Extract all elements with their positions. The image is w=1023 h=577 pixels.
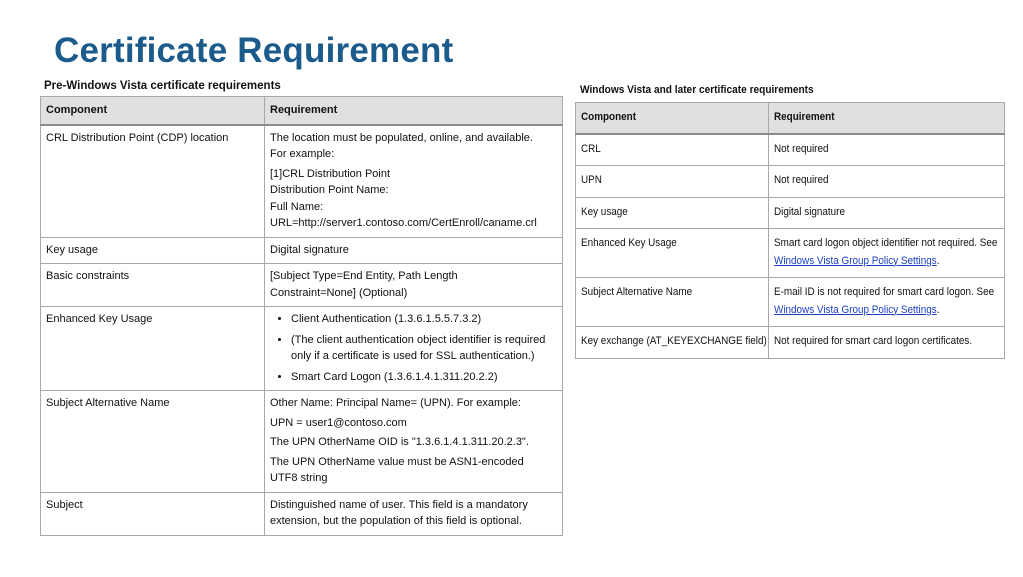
requirement-line: UPN = user1@contoso.com — [270, 416, 407, 429]
pre-vista-requirements-table — [40, 96, 563, 536]
requirement-cell: Digital signature — [769, 197, 1005, 229]
component-cell: Key exchange (AT_KEYEXCHANGE field) — [576, 327, 769, 359]
table-row — [41, 264, 563, 307]
requirement-line: The UPN OtherName value must be ASN1-encoded — [270, 455, 524, 468]
requirement-cell — [265, 391, 563, 493]
left-table-caption: Pre-Windows Vista certificate requirements — [44, 80, 281, 92]
page-title: Certificate Requirement — [54, 31, 454, 70]
table-header-row — [576, 103, 1005, 134]
requirement-line: Distribution Point Name: — [270, 184, 389, 196]
component-cell: Key usage — [576, 197, 769, 229]
table-row — [41, 391, 563, 493]
column-header-requirement: Requirement — [769, 103, 1005, 134]
requirement-line: For example: — [270, 148, 335, 160]
requirement-line: Distinguished name of user. This field is a mandatory — [270, 498, 528, 511]
component-cell: UPN — [576, 166, 769, 198]
component-cell: Basic constraints — [41, 264, 265, 307]
component-cell: Key usage — [41, 237, 265, 264]
requirement-cell — [265, 264, 563, 307]
component-cell: CRL Distribution Point (CDP) location — [41, 125, 265, 238]
component-cell: Subject Alternative Name — [41, 391, 265, 493]
requirement-cell: Not required — [769, 134, 1005, 166]
requirement-line: Digital signature — [270, 243, 349, 256]
requirement-cell: Not required — [769, 166, 1005, 198]
list-item: • Client Authentication (1.3.6.1.5.5.7.3.2) — [291, 311, 557, 328]
table-row — [576, 327, 1005, 359]
table-row — [41, 307, 563, 391]
table-row — [576, 278, 1005, 327]
vista-and-later-requirements-table — [575, 102, 1005, 359]
component-cell: Subject Alternative Name — [576, 278, 769, 327]
component-cell: Subject — [41, 492, 265, 535]
component-cell: CRL — [576, 134, 769, 166]
table-row — [576, 166, 1005, 198]
requirement-line: [1]CRL Distribution Point — [270, 167, 391, 180]
requirement-cell: Not required for smart card logon certificates. — [769, 327, 1005, 359]
requirement-bullet-list — [270, 311, 557, 385]
requirement-cell — [265, 237, 563, 264]
requirement-cell: Smart card logon object identifier not required. See Windows Vista Group Policy Settings. — [769, 229, 1005, 278]
requirement-cell — [265, 307, 563, 391]
table-row — [576, 134, 1005, 166]
column-header-requirement: Requirement — [265, 97, 563, 125]
table-header-row — [41, 97, 563, 125]
requirement-line: Other Name: Principal Name= (UPN). For example: — [270, 397, 521, 409]
table-row — [41, 125, 563, 238]
table-row — [576, 229, 1005, 278]
requirement-cell: E-mail ID is not required for smart card logon. See Windows Vista Group Policy Settings. — [769, 278, 1005, 327]
list-item: • Smart Card Logon (1.3.6.1.4.1.311.20.2.2) — [291, 369, 557, 386]
component-cell: Enhanced Key Usage — [576, 229, 769, 278]
requirement-line: Full Name: — [270, 200, 324, 213]
requirement-line: Constraint=None] (Optional) — [270, 286, 408, 299]
requirement-line: [Subject Type=End Entity, Path Length — [270, 270, 458, 282]
requirement-cell — [265, 125, 563, 238]
requirement-line: URL=http://server1.contoso.com/CertEnroll/caname.crl — [270, 217, 537, 229]
requirement-line: UTF8 string — [270, 472, 328, 484]
requirement-cell — [265, 492, 563, 535]
component-cell: Enhanced Key Usage — [41, 307, 265, 391]
vista-group-policy-link[interactable]: Windows Vista Group Policy Settings — [774, 303, 937, 316]
table-row — [576, 197, 1005, 229]
list-item: • (The client authentication object identifier is required only if a certificate is used for SSL authentication.) — [291, 332, 557, 365]
right-table-caption: Windows Vista and later certificate requirements — [580, 84, 814, 96]
requirement-line: The location must be populated, online, and available. — [270, 131, 533, 144]
column-header-component: Component — [41, 97, 265, 125]
column-header-component: Component — [576, 103, 769, 134]
requirement-line: extension, but the population of this field is optional. — [270, 515, 522, 527]
table-row — [41, 237, 563, 264]
vista-group-policy-link[interactable]: Windows Vista Group Policy Settings — [774, 254, 937, 267]
requirement-line: The UPN OtherName OID is "1.3.6.1.4.1.311.20.2.3". — [270, 436, 529, 448]
table-row — [41, 492, 563, 535]
